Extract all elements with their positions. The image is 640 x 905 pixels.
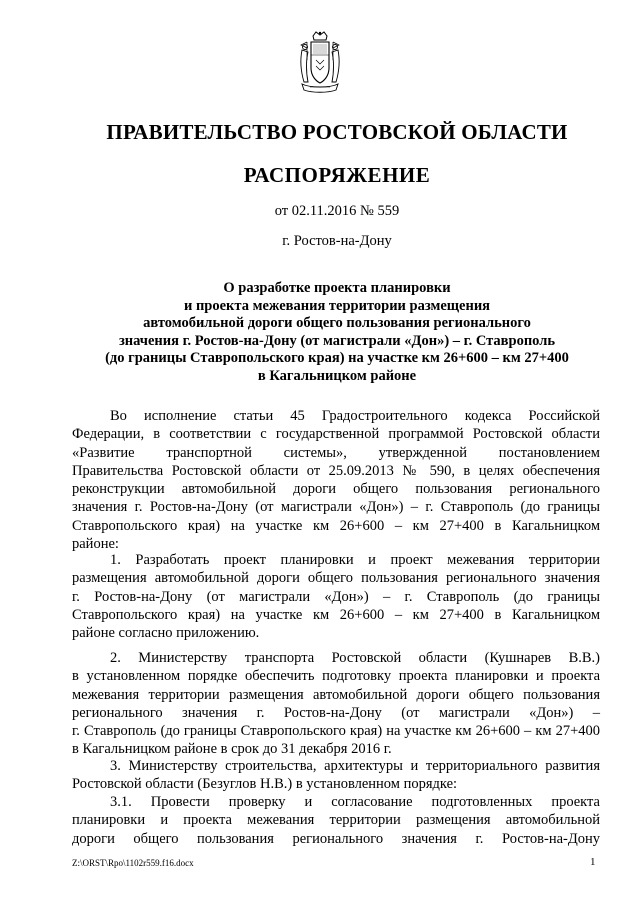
text-line: г. Ставрополь (до границы Ставропольского края) на участке км 26+600 – км 27+400 xyxy=(72,723,600,740)
text-line: в Кагальницком районе в срок до 31 декабря 2016 г. xyxy=(72,741,392,758)
document-subject xyxy=(72,280,602,385)
text-line: 3.1. Провести проверку и согласование подготовленных проекта xyxy=(110,794,600,810)
document-type-title: РАСПОРЯЖЕНИЕ xyxy=(243,163,431,187)
subject-line: значения г. Ростов-на-Дону (от магистрали «Дон») – г. Ставрополь xyxy=(118,332,556,349)
document-city: г. Ростов-на-Дону xyxy=(282,233,392,249)
text-line: Федерации, в соответствии с государственной программой Ростовской области xyxy=(72,426,600,443)
text-line: Ставропольского края) на участке км 26+600 – км 27+400 в Кагальницком xyxy=(72,517,600,534)
text-line: Правительства Ростовской области от 25.09.2013 № 590, в целях обеспечения xyxy=(72,462,600,479)
text-line: межевания территории размещения автомобильной дороги общего пользования xyxy=(72,686,600,703)
text-line: Ростовской области (Безуглов Н.В.) в установленном порядке: xyxy=(72,776,458,793)
text-line: регионального значения г. Ростов-на-Дону (от магистрали «Дон») – xyxy=(72,704,600,721)
preamble-paragraph xyxy=(72,407,600,553)
text-line: г. Ростов-на-Дону (от магистрали «Дон») – г. Ставрополь (до границы xyxy=(72,588,600,605)
text-line: дороги общего пользования регионального значения г. Ростов-на-Дону xyxy=(72,830,600,847)
text-line: размещения автомобильной дороги общего пользования регионального значения xyxy=(72,570,600,587)
subject-line: в Кагальницком районе xyxy=(257,367,417,384)
text-line: «Развитие транспортной системы», утвержденной постановлением xyxy=(72,444,600,461)
text-line: районе согласно приложению. xyxy=(72,625,260,642)
text-line: 2. Министерству транспорта Ростовской области (Кушнарев В.В.) xyxy=(110,650,600,666)
text-line: 1. Разработать проект планировки и проект межевания территории xyxy=(110,552,600,568)
text-line: Ставропольского края) на участке км 26+600 – км 27+400 в Кагальницком xyxy=(72,606,600,623)
text-line: Во исполнение статьи 45 Градостроительного кодекса Российской xyxy=(110,408,600,424)
government-title: ПРАВИТЕЛЬСТВО РОСТОВСКОЙ ОБЛАСТИ xyxy=(106,120,568,144)
subject-line: и проекта межевания территории размещения xyxy=(183,297,491,314)
subject-line: автомобильной дороги общего пользования регионального xyxy=(143,315,531,331)
footer-file-path: Z:\ORST\Rpo\1102r559.f16.docx xyxy=(72,858,194,868)
text-line: районе: xyxy=(72,536,119,553)
item-3-paragraph xyxy=(72,757,600,794)
item-2-paragraph xyxy=(72,649,600,759)
text-line: планировки и проекта межевания территории размещения автомобильной xyxy=(72,812,600,829)
subject-line: О разработке проекта планировки xyxy=(223,280,451,296)
text-line: реконструкции автомобильной дороги общего пользования регионального xyxy=(72,481,600,498)
coat-of-arms-icon xyxy=(296,30,344,96)
text-line: в установленном порядке обеспечить подготовку проекта планировки и проекта xyxy=(72,668,600,685)
page-number: 1 xyxy=(590,856,596,868)
item-1-paragraph xyxy=(72,551,600,642)
text-line: 3. Министерству строительства, архитектуры и территориального развития xyxy=(110,758,600,774)
subject-line: (до границы Ставропольского края) на участке км 26+600 – км 27+400 xyxy=(105,350,569,366)
text-line: значения г. Ростов-на-Дону (от магистрали «Дон») – г. Ставрополь (до границы xyxy=(72,499,600,516)
document-date-number: от 02.11.2016 № 559 xyxy=(274,203,400,219)
item-3-1-paragraph xyxy=(72,793,600,848)
